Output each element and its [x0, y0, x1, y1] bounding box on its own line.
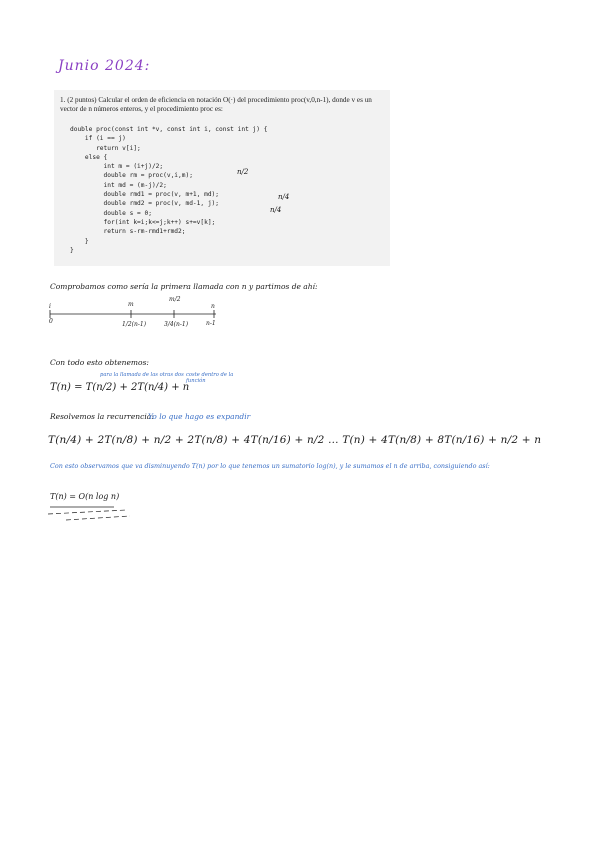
tick-bottom-3: 3/4(n-1)	[164, 321, 189, 328]
tick-top-3: m/2	[169, 296, 181, 303]
solve-note: Yo lo que hago es expandir	[148, 412, 251, 421]
number-line	[44, 298, 224, 338]
annotation-cost: coste dentro de la función	[186, 372, 234, 384]
tick-top-2: m	[128, 301, 134, 308]
problem-heading: 1. (2 puntos) Calcular el orden de eficiencia en notación O(·) del procedimiento proc(v,0,n-1), donde v es un vector de n números enteros, y el procedimiento proc es:	[60, 96, 372, 113]
conclusion-text: Con esto observamos que va disminuyendo T(n) por lo que tenemos un sumatorio log(n), y le sumamos el n de arriba, consiguiendo así:	[50, 462, 490, 470]
page-title: Junio 2024:	[58, 58, 151, 74]
tick-top-1: i	[49, 303, 51, 310]
annotation-calls: para la llamada de las otras dos	[100, 372, 184, 378]
recurrence-equation: T(n) = T(n/2) + 2T(n/4) + n	[50, 382, 190, 393]
intro-text: Comprobamos como sería la primera llamada con n y partimos de ahí:	[50, 282, 318, 291]
final-result: T(n) = O(n log n)	[50, 492, 120, 501]
margin-note-2: n/4	[278, 193, 290, 201]
underline-marks	[46, 503, 136, 525]
expansion-equation: T(n/4) + 2T(n/8) + n/2 + 2T(n/8) + 4T(n/16) + n/2 ... T(n) + 4T(n/8) + 8T(n/16) + n/2 + n	[48, 434, 542, 446]
margin-note-1: n/2	[237, 168, 249, 176]
code-block: double proc(const int *v, const int i, const int j) { if (i == j) return v[i]; else { int m = (i+j)/2; double rm = proc(v,i,m); int md = (m-j)/2; double rmd1 = proc(v, m+1, md); double rmd2 = proc(v, md-1, j); double s = 0; for(int k=i;k<=j;k++) s+=v[k]; return s-rm-rmd1+rmd2; } }	[70, 126, 268, 254]
tick-bottom-4: n-1	[206, 320, 216, 327]
margin-note-3: n/4	[270, 206, 282, 214]
tick-bottom-1: 0	[49, 318, 53, 325]
result-intro: Con todo esto obtenemos:	[50, 358, 149, 367]
tick-bottom-2: 1/2(n-1)	[122, 321, 147, 328]
solve-heading: Resolvemos la recurrencia:	[50, 412, 154, 421]
tick-top-4: n	[211, 303, 215, 310]
